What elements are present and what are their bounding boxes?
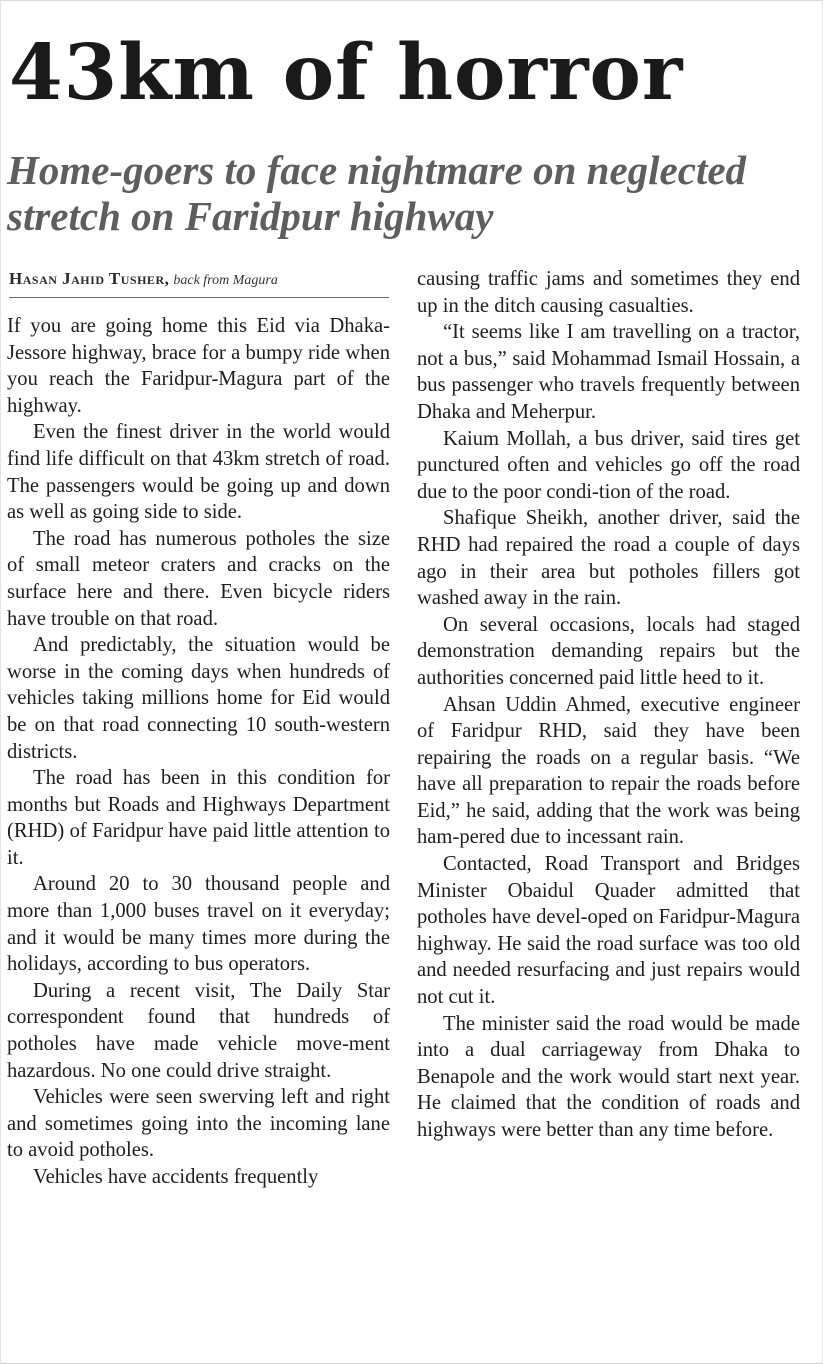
- paragraph: On several occasions, locals had staged demonstration demanding repairs but the authorities concerned paid little heed to it.: [417, 613, 800, 689]
- subheadline: Home-goers to face nightmare on neglected stretch on Faridpur highway: [7, 147, 747, 239]
- byline-dateline: back from Magura: [173, 273, 278, 288]
- paragraph: Shafique Sheikh, another driver, said the RHD had repaired the road a couple of days ago in their area but potholes fillers got washed away in the rain.: [417, 507, 800, 610]
- paragraph: The minister said the road would be made into a dual carriageway from Dhaka to Benapole and the work would start next year. He claimed that the condition of roads and highways were better than any time before.: [417, 1012, 800, 1141]
- paragraph: If you are going home this Eid via Dhaka-Jessore highway, brace for a bumpy ride when you reach the Faridpur-Magura part of the highway.: [7, 315, 390, 417]
- paragraph: “It seems like I am travelling on a tractor, not a bus,” said Mohammad Ismail Hossain, a bus passenger who travels frequently between Dhaka and Meherpur.: [417, 321, 800, 423]
- paragraph: Even the finest driver in the world would find life difficult on that 43km stretch of road. The passengers would be going up and down as well as going side to side.: [7, 421, 390, 524]
- article-column-left: [7, 313, 390, 1191]
- paragraph: Vehicles have accidents frequently: [33, 1166, 319, 1188]
- paragraph: The road has been in this condition for months but Roads and Highways Department (RHD) of Faridpur have paid little attention to it.: [7, 767, 390, 869]
- paragraph: During a recent visit, The Daily Star correspondent found that hundreds of potholes have made vehicle move-ment hazardous. No one could drive straight.: [7, 979, 390, 1082]
- headline: 43km of horror: [9, 28, 684, 118]
- paragraph: causing traffic jams and sometimes they end up in the ditch causing casualties.: [417, 268, 800, 317]
- byline-author: Hasan Jahid Tusher,: [9, 269, 170, 288]
- paragraph: Ahsan Uddin Ahmed, executive engineer of Faridpur RHD, said they have been repairing the roads on a regular basis. “We have all preparation to repair the roads before Eid,” he said, adding that the work was being ham-pered due to incessant rain.: [417, 693, 800, 849]
- paragraph: And predictably, the situation would be worse in the coming days when hundreds of vehicles taking millions home for Eid would be on that road connecting 10 south-western districts.: [7, 634, 390, 763]
- paragraph: Kaium Mollah, a bus driver, said tires get punctured often and vehicles go off the road due to the poor condi-tion of the road.: [417, 427, 800, 503]
- paragraph: The road has numerous potholes the size of small meteor craters and cracks on the surface here and there. Even bicycle riders have trouble on that road.: [7, 527, 390, 630]
- paragraph: Around 20 to 30 thousand people and more than 1,000 buses travel on it everyday; and it would be many times more during the holidays, according to bus operators.: [7, 873, 390, 976]
- paragraph: Vehicles were seen swerving left and right and sometimes going into the incoming lane to avoid potholes.: [7, 1086, 390, 1162]
- article-column-right: [417, 266, 800, 1144]
- byline: [9, 269, 389, 298]
- paragraph: Contacted, Road Transport and Bridges Minister Obaidul Quader admitted that potholes have devel-oped on Faridpur-Magura highway. He said the road surface was too old and needed resurfacing and just repairs would not cut it.: [417, 853, 800, 1009]
